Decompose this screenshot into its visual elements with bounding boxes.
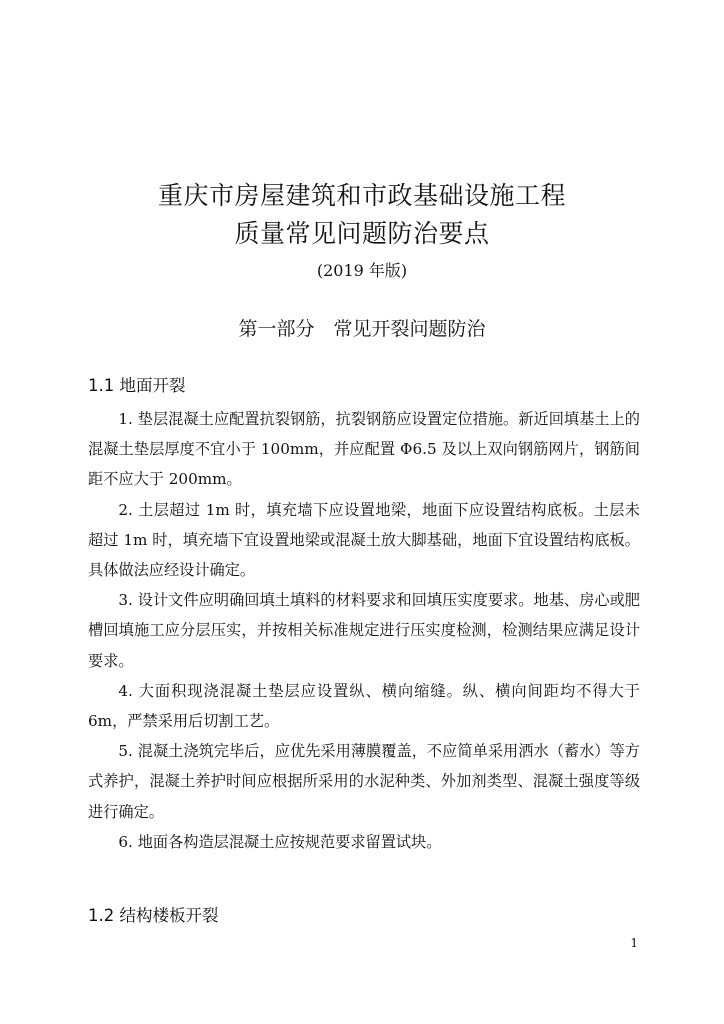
section-heading-1-1: 1.1 地面开裂 [88,376,186,395]
paragraph: 4. 大面积现浇混凝土垫层应设置纵、横向缩缝。纵、横向间距均不得大于 6m，严禁采用后切割工艺。 [88,681,640,731]
section-body [88,404,640,857]
paragraph: 3. 设计文件应明确回填土填料的材料要求和回填压实度要求。地基、房心或肥槽回填施工应分层压实，并按相关标准规定进行压实度检测，检测结果应满足设计要求。 [88,591,640,670]
part-heading: 第一部分 常见开裂问题防治 [238,318,486,340]
paragraph: 2. 土层超过 1m 时，填充墙下应设置地梁，地面下应设置结构底板。土层未超过 1m 时，填充墙下宜设置地梁或混凝土放大脚基础，地面下宜设置结构底板。具体做法应经设计确定。 [88,500,640,580]
document-title-line2: 质量常见问题防治要点 [234,219,490,248]
page-number: 1 [630,936,638,950]
document-title-line1: 重庆市房屋建筑和市政基础设施工程 [157,181,566,210]
paragraph: 6. 地面各构造层混凝土应按规范要求留置试块。 [118,832,442,851]
paragraph: 1. 垫层混凝土应配置抗裂钢筋，抗裂钢筋应设置定位措施。新近回填基土上的混凝土垫层厚度不宜小于 100mm，并应配置 Φ6.5 及以上双向钢筋网片，钢筋间距不应大于 200mm。 [88,410,640,489]
paragraph: 5. 混凝土浇筑完毕后，应优先采用薄膜覆盖，不应简单采用洒水（蓄水）等方式养护，混凝土养护时间应根据所采用的水泥种类、外加剂类型、混凝土强度等级进行确定。 [88,742,640,821]
edition-label: (2019 年版) [316,261,408,280]
section-heading-1-2: 1.2 结构楼板开裂 [88,906,219,925]
